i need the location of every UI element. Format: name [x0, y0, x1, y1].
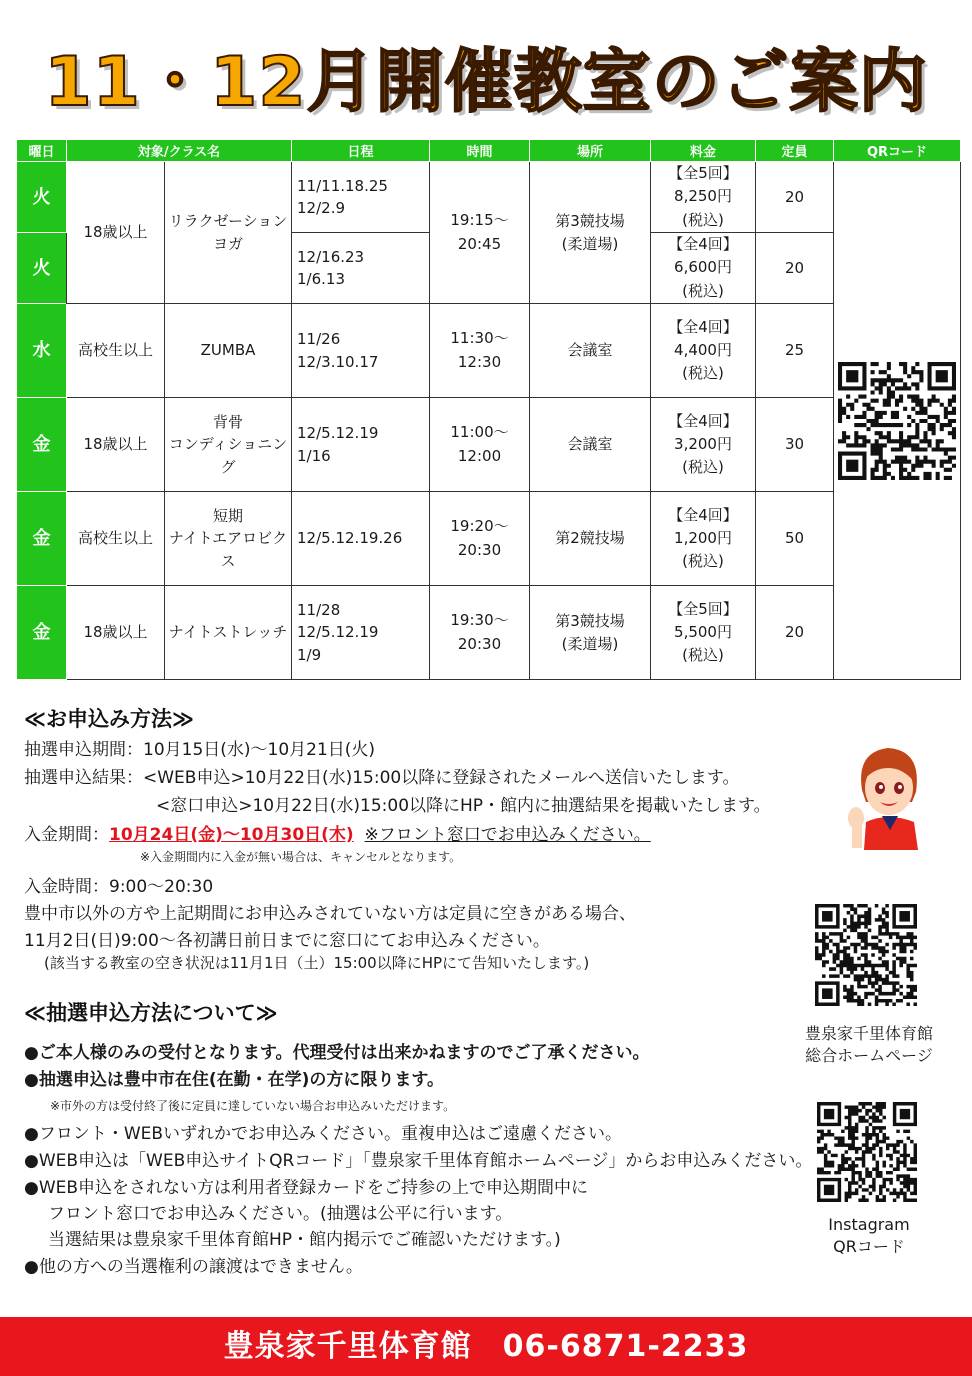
schedule-cell: 12/5.12.19 1/16 [292, 398, 430, 492]
time-cell: 11:30〜 12:30 [430, 304, 530, 398]
header-fee: 料金 [651, 140, 756, 162]
lottery-bullet-3: ●フロント・WEBいずれかでお申込みください。重複申込はご遠慮ください。 [24, 1124, 623, 1144]
header-day: 曜日 [17, 140, 67, 162]
place-cell: 会議室 [530, 304, 651, 398]
schedule-cell: 12/16.23 1/6.13 [292, 233, 430, 304]
apply-period: 抽選申込期間：10月15日(水)〜10月21日(火) [24, 740, 376, 760]
homepage-qr-icon[interactable] [815, 904, 917, 1006]
fee-cell: 【全4回】 1,200円 (税込) [651, 492, 756, 586]
class-cell: リラクゼーション ヨガ [165, 162, 292, 304]
schedule-cell: 11/11.18.25 12/2.9 [292, 162, 430, 233]
day-cell: 金 [17, 398, 67, 492]
schedule-cell: 11/28 12/5.12.19 1/9 [292, 586, 430, 680]
table-row [17, 398, 961, 492]
apply-other-3: (該当する教室の空き状況は11月1日（土）15:00以降にHPにて告知いたします。) [44, 954, 590, 972]
header-schedule: 日程 [292, 140, 430, 162]
class-cell: 背骨 コンディショニング [165, 398, 292, 492]
qr-cell [834, 162, 961, 680]
lottery-bullet-2: ●抽選申込は豊中市在住(在勤・在学)の方に限ります。 [24, 1070, 445, 1090]
target-cell: 高校生以上 [67, 492, 165, 586]
page-title: 11・12月開催教室のご案内 [44, 43, 928, 122]
lottery-bullet-5b: フロント窓口でお申込みください。(抽選は公平に行います。 [48, 1204, 513, 1224]
fee-cell: 【全4回】 4,400円 (税込) [651, 304, 756, 398]
mascot-girl-icon [842, 738, 934, 850]
time-cell: 19:20〜 20:30 [430, 492, 530, 586]
class-cell: ZUMBA [165, 304, 292, 398]
target-cell: 高校生以上 [67, 304, 165, 398]
table-row [17, 492, 961, 586]
fee-cell: 【全4回】 3,200円 (税込) [651, 398, 756, 492]
capacity-cell: 25 [756, 304, 834, 398]
payment-time: 入金時間：9:00〜20:30 [24, 877, 214, 897]
header-target-class: 対象/クラス名 [67, 140, 292, 162]
time-cell: 19:30〜 20:30 [430, 586, 530, 680]
cancel-note: ※入金期間内に入金が無い場合は、キャンセルとなります。 [140, 850, 462, 864]
schedule-table [16, 139, 961, 680]
table-header-row [17, 140, 961, 162]
place-cell: 会議室 [530, 398, 651, 492]
table-row [17, 586, 961, 680]
place-cell: 第3競技場 (柔道場) [530, 586, 651, 680]
footer-contact: 豊泉家千里体育館 06-6871-2233 [0, 1317, 972, 1376]
qr-code-icon[interactable] [838, 362, 956, 480]
place-cell: 第2競技場 [530, 492, 651, 586]
table-row [17, 162, 961, 233]
target-cell: 18歳以上 [67, 586, 165, 680]
place-cell: 第3競技場 (柔道場) [530, 162, 651, 304]
schedule-cell: 11/26 12/3.10.17 [292, 304, 430, 398]
time-cell: 19:15〜 20:45 [430, 162, 530, 304]
apply-other-1: 豊中市以外の方や上記期間にお申込みされていない方は定員に空きがある場合、 [24, 904, 636, 924]
table-row [17, 304, 961, 398]
lottery-bullet-2-note: ※市外の方は受付終了後に定員に達していない場合お申込みいただけます。 [50, 1099, 456, 1113]
payment-line [24, 820, 651, 845]
time-cell: 11:00〜 12:00 [430, 398, 530, 492]
lottery-heading: ≪抽選申込方法について≫ [24, 1001, 278, 1025]
day-cell: 金 [17, 586, 67, 680]
schedule-cell: 12/5.12.19.26 [292, 492, 430, 586]
class-cell: 短期 ナイトエアロビクス [165, 492, 292, 586]
target-cell: 18歳以上 [67, 398, 165, 492]
instagram-qr-icon[interactable] [817, 1102, 917, 1202]
day-cell: 金 [17, 492, 67, 586]
target-cell: 18歳以上 [67, 162, 165, 304]
homepage-qr-caption: 豊泉家千里体育館 総合ホームページ [804, 1024, 933, 1066]
header-time: 時間 [430, 140, 530, 162]
instagram-qr-caption: Instagram QRコード [828, 1215, 910, 1257]
day-cell: 水 [17, 304, 67, 398]
day-cell: 火 [17, 162, 67, 233]
payment-period: 10月24日(金)〜10月30日(木) [109, 825, 354, 845]
header-capacity: 定員 [756, 140, 834, 162]
header-qr: QRコード [834, 140, 961, 162]
fee-cell: 【全5回】 8,250円 (税込) [651, 162, 756, 233]
lottery-bullet-4: ●WEB申込は「WEB申込サイトQRコード」「豊泉家千里体育館ホームページ」からお申込みください。 [24, 1151, 813, 1171]
capacity-cell: 20 [756, 233, 834, 304]
capacity-cell: 30 [756, 398, 834, 492]
lottery-bullet-6: ●他の方への当選権利の譲渡はできません。 [24, 1257, 363, 1277]
apply-heading: ≪お申込み方法≫ [24, 707, 194, 731]
fee-cell: 【全5回】 5,500円 (税込) [651, 586, 756, 680]
fee-cell: 【全4回】 6,600円 (税込) [651, 233, 756, 304]
lottery-bullet-5c: 当選結果は豊泉家千里体育館HP・館内掲示でご確認いただけます。) [48, 1230, 561, 1250]
header-place: 場所 [530, 140, 651, 162]
capacity-cell: 50 [756, 492, 834, 586]
day-cell: 火 [17, 233, 67, 304]
capacity-cell: 20 [756, 586, 834, 680]
payment-note: ※フロント窓口でお申込みください。 [364, 825, 651, 845]
lottery-bullet-5a: ●WEB申込をされない方は利用者登録カードをご持参の上で申込期間中に [24, 1178, 589, 1198]
lottery-bullet-1: ●ご本人様のみの受付となります。代理受付は出来かねますのでご了承ください。 [24, 1043, 650, 1063]
apply-result-counter: <窓口申込>10月22日(水)15:00以降にHP・館内に抽選結果を掲載いたします。 [156, 796, 771, 816]
capacity-cell: 20 [756, 162, 834, 233]
class-cell: ナイトストレッチ [165, 586, 292, 680]
apply-result-web: 抽選申込結果：<WEB申込>10月22日(水)15:00以降に登録されたメールへ送信いたします。 [24, 768, 740, 788]
apply-other-2: 11月2日(日)9:00〜各初講日前日までに窓口にてお申込みください。 [24, 931, 550, 951]
payment-label: 入金期間： [24, 825, 109, 845]
